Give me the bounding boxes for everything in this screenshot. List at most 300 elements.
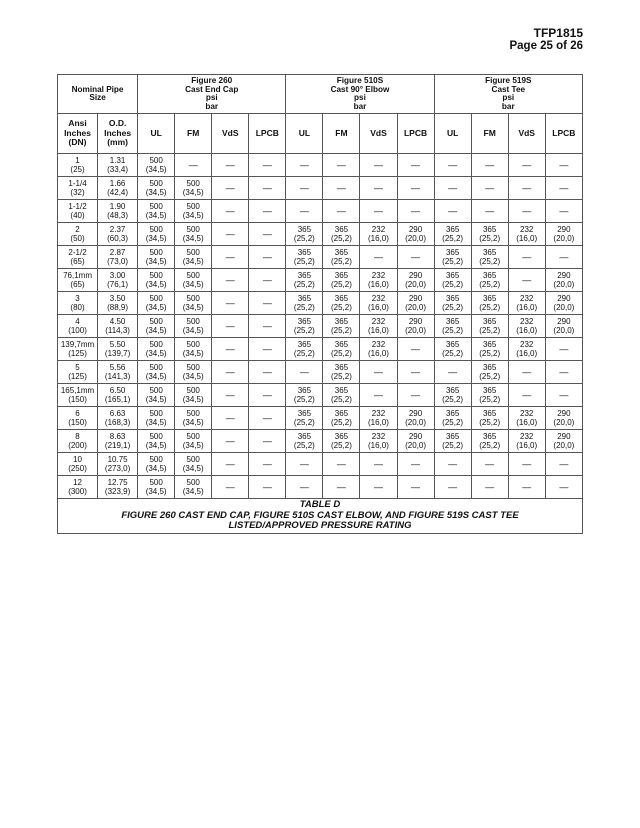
- not-applicable-dash: —: [522, 366, 532, 377]
- column-header-row: [58, 114, 583, 154]
- not-applicable-dash: —: [262, 435, 272, 446]
- not-applicable-dash: —: [262, 343, 272, 354]
- table-cell: [360, 384, 397, 407]
- not-applicable-dash: —: [225, 389, 235, 400]
- column-header-fig519s-lpcb: LPCB: [545, 114, 582, 154]
- table-cell: [397, 177, 434, 200]
- not-applicable-dash: —: [448, 458, 458, 469]
- table-cell: 290 (20,0): [397, 292, 434, 315]
- table-cell: [249, 384, 286, 407]
- not-applicable-dash: —: [225, 182, 235, 193]
- table-cell: [360, 453, 397, 476]
- table-cell: 365 (25,2): [323, 315, 360, 338]
- table-cell: [360, 246, 397, 269]
- table-caption-row: [58, 499, 583, 534]
- page-number: Page 25 of 26: [509, 40, 583, 52]
- table-cell: 365 (25,2): [323, 269, 360, 292]
- table-cell: [249, 292, 286, 315]
- not-applicable-dash: —: [559, 251, 569, 262]
- not-applicable-dash: —: [522, 182, 532, 193]
- not-applicable-dash: —: [262, 389, 272, 400]
- table-cell: 232 (16,0): [508, 430, 545, 453]
- table-cell: 500 (34,5): [175, 200, 212, 223]
- not-applicable-dash: —: [336, 159, 346, 170]
- table-cell: [175, 154, 212, 177]
- table-cell: [508, 361, 545, 384]
- table-cell: 290 (20,0): [397, 407, 434, 430]
- table-cell: 290 (20,0): [545, 407, 582, 430]
- not-applicable-dash: —: [262, 412, 272, 423]
- table-cell: 500 (34,5): [138, 177, 175, 200]
- table-cell: 500 (34,5): [138, 361, 175, 384]
- not-applicable-dash: —: [411, 389, 421, 400]
- table-cell: [434, 453, 471, 476]
- table-cell: 365 (25,2): [471, 430, 508, 453]
- table-cell: [508, 200, 545, 223]
- table-cell: 365 (25,2): [286, 430, 323, 453]
- not-applicable-dash: —: [225, 320, 235, 331]
- table-cell: 290 (20,0): [397, 269, 434, 292]
- not-applicable-dash: —: [373, 389, 383, 400]
- table-cell: 232 (16,0): [360, 223, 397, 246]
- table-cell: [434, 177, 471, 200]
- table-cell: [434, 476, 471, 499]
- not-applicable-dash: —: [485, 205, 495, 216]
- table-row: [58, 223, 583, 246]
- table-cell: 12 (300): [58, 476, 98, 499]
- table-cell: 500 (34,5): [138, 292, 175, 315]
- table-cell: [508, 177, 545, 200]
- table-cell: [545, 384, 582, 407]
- table-cell: 10 (250): [58, 453, 98, 476]
- table-cell: 1.31 (33,4): [98, 154, 138, 177]
- table-cell: 500 (34,5): [175, 407, 212, 430]
- table-cell: 365 (25,2): [471, 384, 508, 407]
- not-applicable-dash: —: [559, 366, 569, 377]
- table-cell: 232 (16,0): [508, 407, 545, 430]
- column-header-fig510s-ul: UL: [286, 114, 323, 154]
- not-applicable-dash: —: [522, 274, 532, 285]
- table-cell: [545, 177, 582, 200]
- header-figure-510s: Figure 510S Cast 90° Elbow psi bar: [286, 75, 434, 114]
- table-cell: [508, 453, 545, 476]
- table-cell: [545, 476, 582, 499]
- not-applicable-dash: —: [485, 159, 495, 170]
- not-applicable-dash: —: [411, 343, 421, 354]
- table-cell: [249, 453, 286, 476]
- not-applicable-dash: —: [448, 182, 458, 193]
- table-cell: 232 (16,0): [508, 223, 545, 246]
- table-cell: 365 (25,2): [471, 246, 508, 269]
- table-cell: 2-1/2 (65): [58, 246, 98, 269]
- table-caption: [58, 499, 583, 534]
- not-applicable-dash: —: [299, 159, 309, 170]
- table-cell: 2.37 (60,3): [98, 223, 138, 246]
- table-cell: [360, 154, 397, 177]
- table-cell: 500 (34,5): [175, 338, 212, 361]
- table-cell: 500 (34,5): [175, 476, 212, 499]
- table-cell: [508, 246, 545, 269]
- table-cell: 500 (34,5): [138, 200, 175, 223]
- table-cell: 290 (20,0): [545, 430, 582, 453]
- not-applicable-dash: —: [262, 274, 272, 285]
- table-cell: 290 (20,0): [545, 315, 582, 338]
- table-cell: 290 (20,0): [397, 315, 434, 338]
- caption-title: TABLE D: [299, 499, 341, 511]
- table-cell: [212, 407, 249, 430]
- table-cell: [397, 154, 434, 177]
- table-cell: 500 (34,5): [138, 476, 175, 499]
- table-cell: [323, 154, 360, 177]
- not-applicable-dash: —: [262, 481, 272, 492]
- table-cell: [545, 338, 582, 361]
- table-cell: 500 (34,5): [175, 269, 212, 292]
- not-applicable-dash: —: [373, 458, 383, 469]
- not-applicable-dash: —: [522, 481, 532, 492]
- not-applicable-dash: —: [336, 481, 346, 492]
- table-cell: [212, 246, 249, 269]
- not-applicable-dash: —: [411, 251, 421, 262]
- not-applicable-dash: —: [225, 458, 235, 469]
- table-cell: 232 (16,0): [508, 292, 545, 315]
- group-header-row: [58, 75, 583, 114]
- table-cell: [545, 154, 582, 177]
- not-applicable-dash: —: [559, 481, 569, 492]
- table-cell: [545, 361, 582, 384]
- not-applicable-dash: —: [559, 159, 569, 170]
- table-cell: 365 (25,2): [323, 430, 360, 453]
- table-cell: 365 (25,2): [434, 430, 471, 453]
- not-applicable-dash: —: [559, 458, 569, 469]
- table-cell: [508, 476, 545, 499]
- not-applicable-dash: —: [225, 205, 235, 216]
- not-applicable-dash: —: [299, 366, 309, 377]
- table-cell: 165,1mm (150): [58, 384, 98, 407]
- table-cell: [212, 430, 249, 453]
- table-cell: [212, 361, 249, 384]
- table-cell: 500 (34,5): [138, 384, 175, 407]
- not-applicable-dash: —: [225, 274, 235, 285]
- table-cell: 365 (25,2): [471, 361, 508, 384]
- table-row: [58, 269, 583, 292]
- table-cell: [249, 407, 286, 430]
- table-cell: [249, 315, 286, 338]
- not-applicable-dash: —: [373, 251, 383, 262]
- table-cell: [397, 361, 434, 384]
- not-applicable-dash: —: [373, 182, 383, 193]
- table-cell: 365 (25,2): [323, 246, 360, 269]
- table-cell: 232 (16,0): [360, 292, 397, 315]
- not-applicable-dash: —: [411, 481, 421, 492]
- table-cell: 500 (34,5): [175, 315, 212, 338]
- column-header-fig260-lpcb: LPCB: [249, 114, 286, 154]
- table-cell: [249, 269, 286, 292]
- table-cell: 2 (50): [58, 223, 98, 246]
- table-cell: 3 (80): [58, 292, 98, 315]
- not-applicable-dash: —: [522, 159, 532, 170]
- column-header-fig510s-vds: VdS: [360, 114, 397, 154]
- table-cell: 365 (25,2): [471, 407, 508, 430]
- not-applicable-dash: —: [262, 159, 272, 170]
- table-cell: 365 (25,2): [471, 223, 508, 246]
- table-cell: [249, 177, 286, 200]
- column-header-fig260-fm: FM: [175, 114, 212, 154]
- table-cell: [212, 269, 249, 292]
- table-cell: [323, 200, 360, 223]
- not-applicable-dash: —: [411, 159, 421, 170]
- table-cell: 1-1/4 (32): [58, 177, 98, 200]
- table-cell: 365 (25,2): [323, 338, 360, 361]
- table-cell: [360, 200, 397, 223]
- table-cell: [471, 200, 508, 223]
- column-header-fig510s-fm: FM: [323, 114, 360, 154]
- table-cell: [249, 154, 286, 177]
- table-cell: 5 (125): [58, 361, 98, 384]
- column-header-fig260-ul: UL: [138, 114, 175, 154]
- table-body: [58, 154, 583, 499]
- table-cell: 365 (25,2): [434, 246, 471, 269]
- not-applicable-dash: —: [522, 458, 532, 469]
- not-applicable-dash: —: [559, 389, 569, 400]
- not-applicable-dash: —: [373, 205, 383, 216]
- table-cell: [286, 177, 323, 200]
- not-applicable-dash: —: [262, 228, 272, 239]
- column-header-ansi-inches-dn: Ansi Inches (DN): [58, 114, 98, 154]
- table-cell: [212, 177, 249, 200]
- table-cell: [434, 361, 471, 384]
- column-header-od-inches-mm: O.D. Inches (mm): [98, 114, 138, 154]
- table-cell: [397, 338, 434, 361]
- caption-line-2: LISTED/APPROVED PRESSURE RATING: [228, 520, 412, 532]
- table-cell: 365 (25,2): [323, 223, 360, 246]
- not-applicable-dash: —: [485, 458, 495, 469]
- table-cell: 76,1mm (65): [58, 269, 98, 292]
- table-cell: 5.50 (139,7): [98, 338, 138, 361]
- table-row: [58, 292, 583, 315]
- table-cell: 500 (34,5): [175, 384, 212, 407]
- table-cell: 365 (25,2): [323, 384, 360, 407]
- table-cell: [212, 154, 249, 177]
- table-cell: 1.90 (48,3): [98, 200, 138, 223]
- table-cell: 365 (25,2): [471, 315, 508, 338]
- table-cell: 1-1/2 (40): [58, 200, 98, 223]
- column-header-fig519s-vds: VdS: [508, 114, 545, 154]
- table-cell: 290 (20,0): [397, 223, 434, 246]
- not-applicable-dash: —: [336, 182, 346, 193]
- table-row: [58, 407, 583, 430]
- table-cell: [471, 154, 508, 177]
- column-header-fig519s-ul: UL: [434, 114, 471, 154]
- not-applicable-dash: —: [522, 389, 532, 400]
- table-cell: 2.87 (73,0): [98, 246, 138, 269]
- not-applicable-dash: —: [559, 182, 569, 193]
- table-cell: 500 (34,5): [175, 177, 212, 200]
- table-cell: [545, 453, 582, 476]
- not-applicable-dash: —: [225, 228, 235, 239]
- table-cell: 365 (25,2): [434, 269, 471, 292]
- not-applicable-dash: —: [262, 205, 272, 216]
- table-cell: 3.50 (88,9): [98, 292, 138, 315]
- table-cell: 365 (25,2): [286, 292, 323, 315]
- table-cell: [286, 361, 323, 384]
- table-cell: 232 (16,0): [360, 430, 397, 453]
- table-cell: 4.50 (114,3): [98, 315, 138, 338]
- caption-line-1: FIGURE 260 CAST END CAP, FIGURE 510S CAST ELBOW, AND FIGURE 519S CAST TEE: [121, 509, 519, 521]
- table-cell: 8.63 (219,1): [98, 430, 138, 453]
- table-cell: 8 (200): [58, 430, 98, 453]
- table-cell: 500 (34,5): [175, 223, 212, 246]
- table-row: [58, 177, 583, 200]
- table-cell: [508, 154, 545, 177]
- table-cell: 365 (25,2): [286, 269, 323, 292]
- table-cell: [508, 269, 545, 292]
- table-cell: [397, 384, 434, 407]
- table-cell: 232 (16,0): [508, 315, 545, 338]
- table-cell: [545, 246, 582, 269]
- table-cell: 139,7mm (125): [58, 338, 98, 361]
- table-row: [58, 338, 583, 361]
- table-cell: 290 (20,0): [397, 430, 434, 453]
- table-cell: [249, 223, 286, 246]
- table-cell: 290 (20,0): [545, 269, 582, 292]
- table-cell: [323, 453, 360, 476]
- page-header: [509, 27, 583, 53]
- table-cell: 365 (25,2): [434, 384, 471, 407]
- table-cell: 500 (34,5): [138, 154, 175, 177]
- table-cell: [397, 246, 434, 269]
- table-cell: 500 (34,5): [138, 430, 175, 453]
- not-applicable-dash: —: [262, 320, 272, 331]
- table-cell: 500 (34,5): [175, 453, 212, 476]
- table-cell: 365 (25,2): [434, 315, 471, 338]
- table-cell: [249, 430, 286, 453]
- table-cell: 1.66 (42,4): [98, 177, 138, 200]
- table-row: [58, 154, 583, 177]
- table-cell: [212, 384, 249, 407]
- not-applicable-dash: —: [373, 366, 383, 377]
- table-cell: 500 (34,5): [138, 269, 175, 292]
- not-applicable-dash: —: [336, 458, 346, 469]
- table-row: [58, 246, 583, 269]
- table-cell: [323, 476, 360, 499]
- not-applicable-dash: —: [448, 205, 458, 216]
- table-cell: [286, 200, 323, 223]
- table-cell: [212, 338, 249, 361]
- table-cell: 365 (25,2): [434, 223, 471, 246]
- table-cell: [212, 476, 249, 499]
- document-id: TFP1815: [533, 26, 583, 40]
- not-applicable-dash: —: [336, 205, 346, 216]
- not-applicable-dash: —: [522, 251, 532, 262]
- table-row: [58, 476, 583, 499]
- header-nominal-pipe-size: Nominal Pipe Size: [58, 75, 138, 114]
- not-applicable-dash: —: [448, 366, 458, 377]
- not-applicable-dash: —: [373, 481, 383, 492]
- table-cell: 3.00 (76,1): [98, 269, 138, 292]
- table-cell: 365 (25,2): [471, 269, 508, 292]
- not-applicable-dash: —: [373, 159, 383, 170]
- not-applicable-dash: —: [262, 458, 272, 469]
- table-cell: 500 (34,5): [138, 453, 175, 476]
- not-applicable-dash: —: [559, 343, 569, 354]
- table-cell: [360, 361, 397, 384]
- table-cell: [212, 453, 249, 476]
- not-applicable-dash: —: [225, 366, 235, 377]
- table-cell: 232 (16,0): [360, 315, 397, 338]
- not-applicable-dash: —: [559, 205, 569, 216]
- table-cell: 232 (16,0): [360, 407, 397, 430]
- not-applicable-dash: —: [411, 458, 421, 469]
- table-cell: 365 (25,2): [471, 292, 508, 315]
- not-applicable-dash: —: [225, 412, 235, 423]
- column-header-fig510s-lpcb: LPCB: [397, 114, 434, 154]
- table-cell: 500 (34,5): [138, 315, 175, 338]
- table-cell: [397, 200, 434, 223]
- table-cell: [397, 453, 434, 476]
- table-cell: [212, 200, 249, 223]
- table-cell: [249, 361, 286, 384]
- table-cell: 10.75 (273,0): [98, 453, 138, 476]
- pressure-rating-table: [57, 74, 583, 534]
- table-row: [58, 315, 583, 338]
- not-applicable-dash: —: [225, 481, 235, 492]
- table-cell: [212, 292, 249, 315]
- not-applicable-dash: —: [411, 205, 421, 216]
- table-cell: 232 (16,0): [508, 338, 545, 361]
- not-applicable-dash: —: [188, 159, 198, 170]
- table-cell: [249, 476, 286, 499]
- not-applicable-dash: —: [299, 458, 309, 469]
- not-applicable-dash: —: [485, 481, 495, 492]
- table-cell: 290 (20,0): [545, 223, 582, 246]
- not-applicable-dash: —: [522, 205, 532, 216]
- table-cell: 12.75 (323,9): [98, 476, 138, 499]
- table-cell: 4 (100): [58, 315, 98, 338]
- table-cell: 232 (16,0): [360, 269, 397, 292]
- table-cell: 365 (25,2): [434, 407, 471, 430]
- table-cell: [286, 453, 323, 476]
- table-cell: [471, 177, 508, 200]
- table-cell: [249, 246, 286, 269]
- header-figure-260: Figure 260 Cast End Cap psi bar: [138, 75, 286, 114]
- table-cell: 6 (150): [58, 407, 98, 430]
- table-cell: [249, 200, 286, 223]
- table-cell: 5.56 (141,3): [98, 361, 138, 384]
- table-cell: [249, 338, 286, 361]
- table-row: [58, 361, 583, 384]
- table-row: [58, 453, 583, 476]
- table-cell: 500 (34,5): [138, 338, 175, 361]
- table-cell: 500 (34,5): [175, 292, 212, 315]
- table-cell: 365 (25,2): [323, 292, 360, 315]
- table-cell: 500 (34,5): [175, 430, 212, 453]
- table-cell: 365 (25,2): [286, 407, 323, 430]
- not-applicable-dash: —: [299, 182, 309, 193]
- not-applicable-dash: —: [262, 182, 272, 193]
- table-cell: 365 (25,2): [323, 407, 360, 430]
- not-applicable-dash: —: [225, 251, 235, 262]
- table-cell: 1 (25): [58, 154, 98, 177]
- table-cell: 500 (34,5): [175, 361, 212, 384]
- not-applicable-dash: —: [299, 205, 309, 216]
- table-cell: [508, 384, 545, 407]
- not-applicable-dash: —: [262, 366, 272, 377]
- not-applicable-dash: —: [262, 251, 272, 262]
- not-applicable-dash: —: [225, 159, 235, 170]
- table-cell: 365 (25,2): [286, 384, 323, 407]
- table-cell: [360, 476, 397, 499]
- table-cell: 500 (34,5): [138, 246, 175, 269]
